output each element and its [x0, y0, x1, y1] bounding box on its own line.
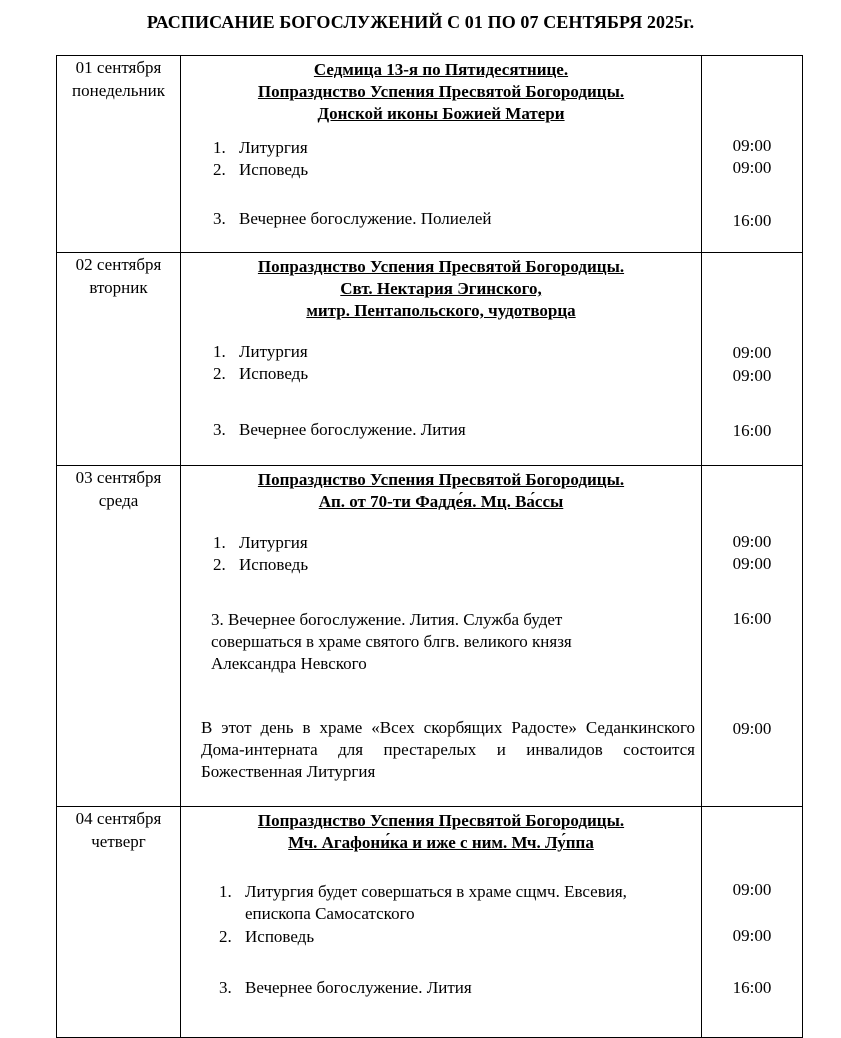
list-item: 3. Вечернее богослужение. Лития [213, 420, 466, 439]
list-item: 2. Исповедь [219, 927, 315, 946]
schedule-table [56, 55, 803, 1038]
list-item: 2. Исповедь [213, 364, 309, 383]
list-item: 2. Исповедь [213, 160, 309, 179]
date-cell [57, 466, 181, 807]
weekday: среда [98, 491, 139, 510]
time-cell [702, 253, 803, 466]
heading-line: Попразднство Успения Пресвятой Богородицы. [257, 811, 625, 830]
day-heading [181, 807, 701, 854]
table-row [57, 466, 803, 807]
table-row [57, 253, 803, 466]
date: 02 сентября [75, 255, 162, 274]
service-time: 09:00 [732, 880, 772, 899]
service-time: 16:00 [732, 421, 772, 440]
heading-line: Мч. Агафони́ка и иже с ним. Мч. Лу́ппа [288, 833, 594, 852]
list-item: 1. Литургия [213, 138, 308, 157]
table-row [57, 56, 803, 253]
day-heading [181, 466, 701, 513]
service-time: 16:00 [732, 609, 772, 628]
date: 03 сентября [75, 468, 162, 487]
service-time: 09:00 [732, 343, 772, 362]
service-cell [181, 56, 702, 253]
list-item: 1. Литургия [213, 342, 308, 361]
weekday: четверг [91, 832, 146, 851]
service-cell [181, 807, 702, 1038]
service-time: 09:00 [732, 136, 772, 155]
liturgy-note: В этот день в храме «Всех скорбящих Радосте» Седанкинского Дома-интерната для престарелых и инвалидов состоится Божественная Литургия [201, 718, 695, 781]
heading-line: Попразднство Успения Пресвятой Богородицы. [257, 257, 625, 276]
heading-line: митр. Пентапольского, чудотворца [306, 301, 576, 320]
service-time: 09:00 [732, 158, 772, 177]
time-cell [702, 807, 803, 1038]
time-cell [702, 56, 803, 253]
heading-line: Попразднство Успения Пресвятой Богородицы. [257, 470, 625, 489]
service-time: 16:00 [732, 211, 772, 230]
list-item: 1. Литургия будет совершаться в храме сщмч. Евсевия, [219, 882, 627, 901]
weekday: понедельник [72, 81, 165, 100]
heading-line: Ап. от 70-ти Фадде́я. Мц. Ва́ссы [318, 492, 564, 511]
service-time: 09:00 [732, 366, 772, 385]
list-item: 3. Вечернее богослужение. Лития [219, 978, 472, 997]
service-cell [181, 466, 702, 807]
service-time: 09:00 [732, 554, 772, 573]
page-title: РАСПИСАНИЕ БОГОСЛУЖЕНИЙ С 01 ПО 07 СЕНТЯБРЯ 2025г. [146, 12, 695, 32]
day-heading [181, 253, 701, 322]
service-time: 16:00 [732, 978, 772, 997]
list-item: 2. Исповедь [213, 555, 309, 574]
date-cell [57, 807, 181, 1038]
heading-line: Седмица 13-я по Пятидесятнице. [313, 60, 569, 79]
table-row [57, 807, 803, 1038]
service-time: 09:00 [732, 719, 772, 738]
list-item: 1. Литургия [213, 533, 308, 552]
date-cell [57, 253, 181, 466]
heading-line: Попразднство Успения Пресвятой Богородицы. [257, 82, 625, 101]
heading-line: Донской иконы Божией Матери [317, 104, 565, 123]
heading-line: Свт. Нектария Эгинского, [340, 279, 542, 298]
evening-service-text: 3. Вечернее богослужение. Лития. Служба будет совершаться в храме святого блгв. великого князя Александра Невского [211, 610, 572, 673]
day-heading [181, 56, 701, 125]
service-time: 09:00 [732, 926, 772, 945]
time-cell [702, 466, 803, 807]
date-cell [57, 56, 181, 253]
list-item: 3. Вечернее богослужение. Полиелей [213, 209, 492, 228]
weekday: вторник [89, 278, 148, 297]
date: 04 сентября [75, 809, 162, 828]
service-time: 09:00 [732, 532, 772, 551]
service-cell [181, 253, 702, 466]
list-item-continuation: епископа Самосатского [245, 904, 415, 923]
date: 01 сентября [75, 58, 162, 77]
